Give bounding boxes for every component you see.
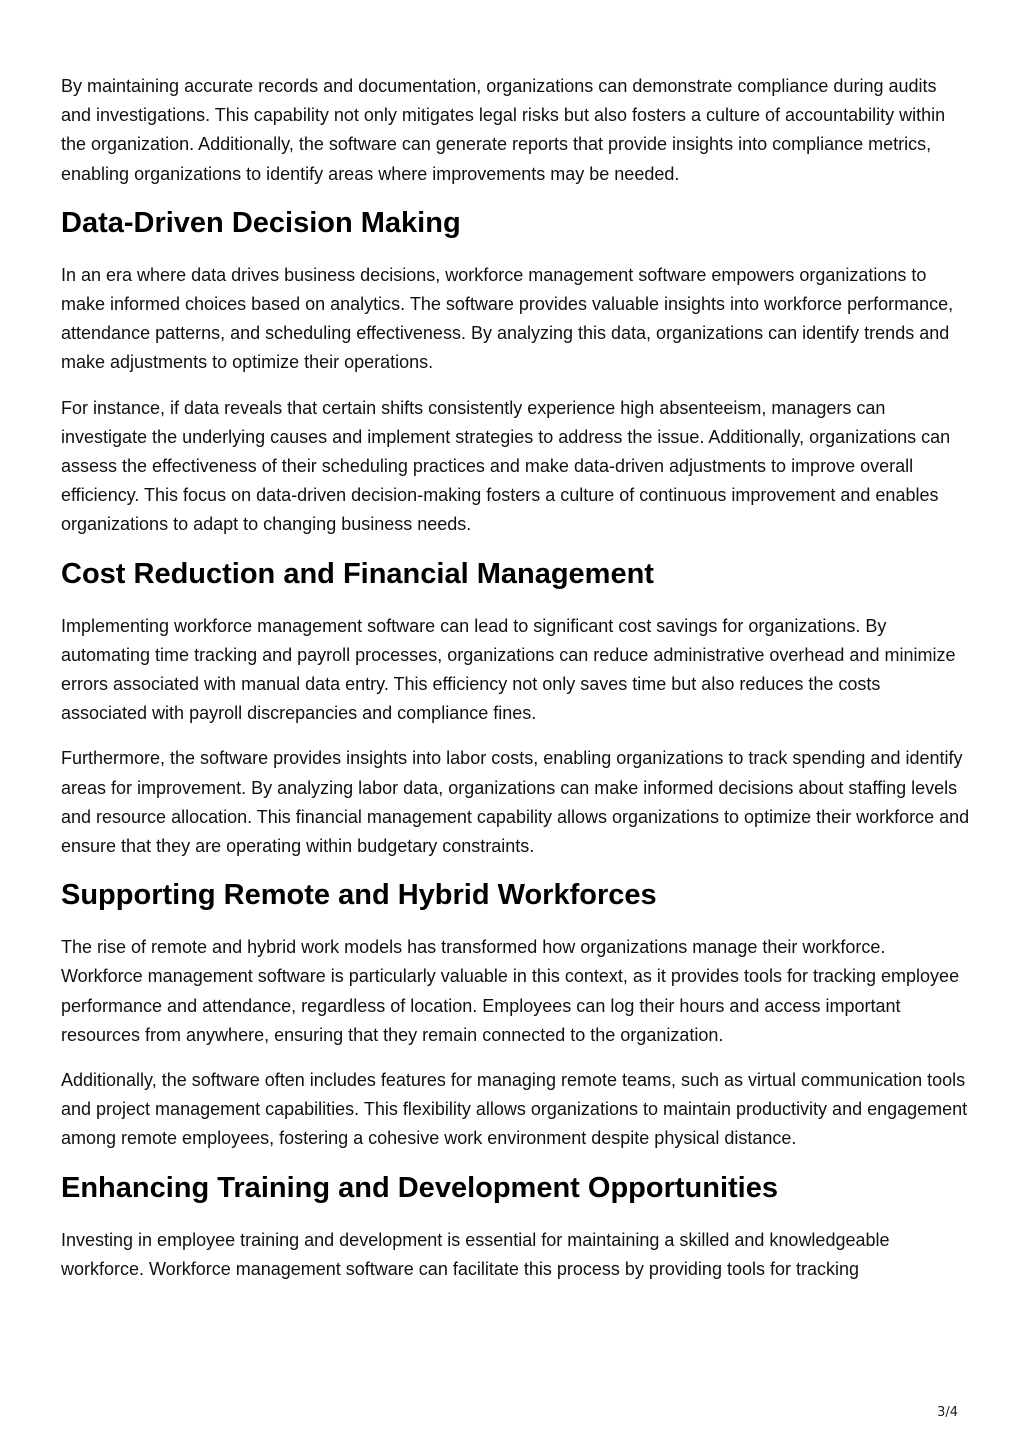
page-number: 3/4 [937,1405,958,1420]
heading-remote-hybrid: Supporting Remote and Hybrid Workforces [61,879,657,912]
paragraph-remote-teams: Additionally, the software often includes features for managing remote teams, such as virtual communication tools and project management capabilities. This flexibility allows organizations to maintain productivity and engagement among remote employees, fostering a cohesive work environment despite physical distance. [61,1070,968,1149]
heading-cost-reduction: Cost Reduction and Financial Management [61,557,654,590]
paragraph-training: Investing in employee training and development is essential for maintaining a skilled and knowledgeable workforce. Workforce management software can facilitate this process by providing tools for tracking [61,1229,890,1279]
heading-data-driven-decision-making: Data-Driven Decision Making [61,206,461,239]
document-page [61,72,971,1300]
paragraph-data-analytics: In an era where data drives business decisions, workforce management software empowers organizations to make informed choices based on analytics. The software provides valuable insights into workforce performance, attendance patterns, and scheduling effectiveness. By analyzing this data, organizations can identify trends and make adjustments to optimize their operations. [61,264,954,373]
paragraph-remote-work-models: The rise of remote and hybrid work models has transformed how organizations manage their workforce. Workforce management software is particularly valuable in this context, as it provides tools for tracking employee performance and attendance, regardless of location. Employees can log their hours and access important resources from anywhere, ensuring that they remain connected to the organization. [61,937,960,1045]
paragraph-labor-costs: Furthermore, the software provides insights into labor costs, enabling organizations to track spending and identify areas for improvement. By analyzing labor data, organizations can make informed decisions about staffing levels and resource allocation. This financial management capability allows organizations to optimize their workforce and ensure that they are operating within budgetary constraints. [61,748,970,857]
heading-training-development: Enhancing Training and Development Opportunities [61,1171,778,1204]
paragraph-cost-savings: Implementing workforce management software can lead to significant cost savings for organizations. By automating time tracking and payroll processes, organizations can reduce administrative overhead and minimize errors associated with manual data entry. This efficiency not only saves time but also reduces the costs associated with payroll discrepancies and compliance fines. [61,615,956,724]
paragraph-absenteeism-example: For instance, if data reveals that certain shifts consistently experience high absenteeism, managers can investigate the underlying causes and implement strategies to address the issue. Additionally, organizations can assess the effectiveness of their scheduling practices and make data-driven adjustments to improve overall efficiency. This focus on data-driven decision-making fosters a culture of continuous improvement and enables organizations to adapt to changing business needs. [61,397,951,535]
paragraph-compliance-records: By maintaining accurate records and documentation, organizations can demonstrate compliance during audits and investigations. This capability not only mitigates legal risks but also fosters a culture of accountability within the organization. Additionally, the software can generate reports that provide insights into compliance metrics, enabling organizations to identify areas where improvements may be needed. [61,76,946,184]
